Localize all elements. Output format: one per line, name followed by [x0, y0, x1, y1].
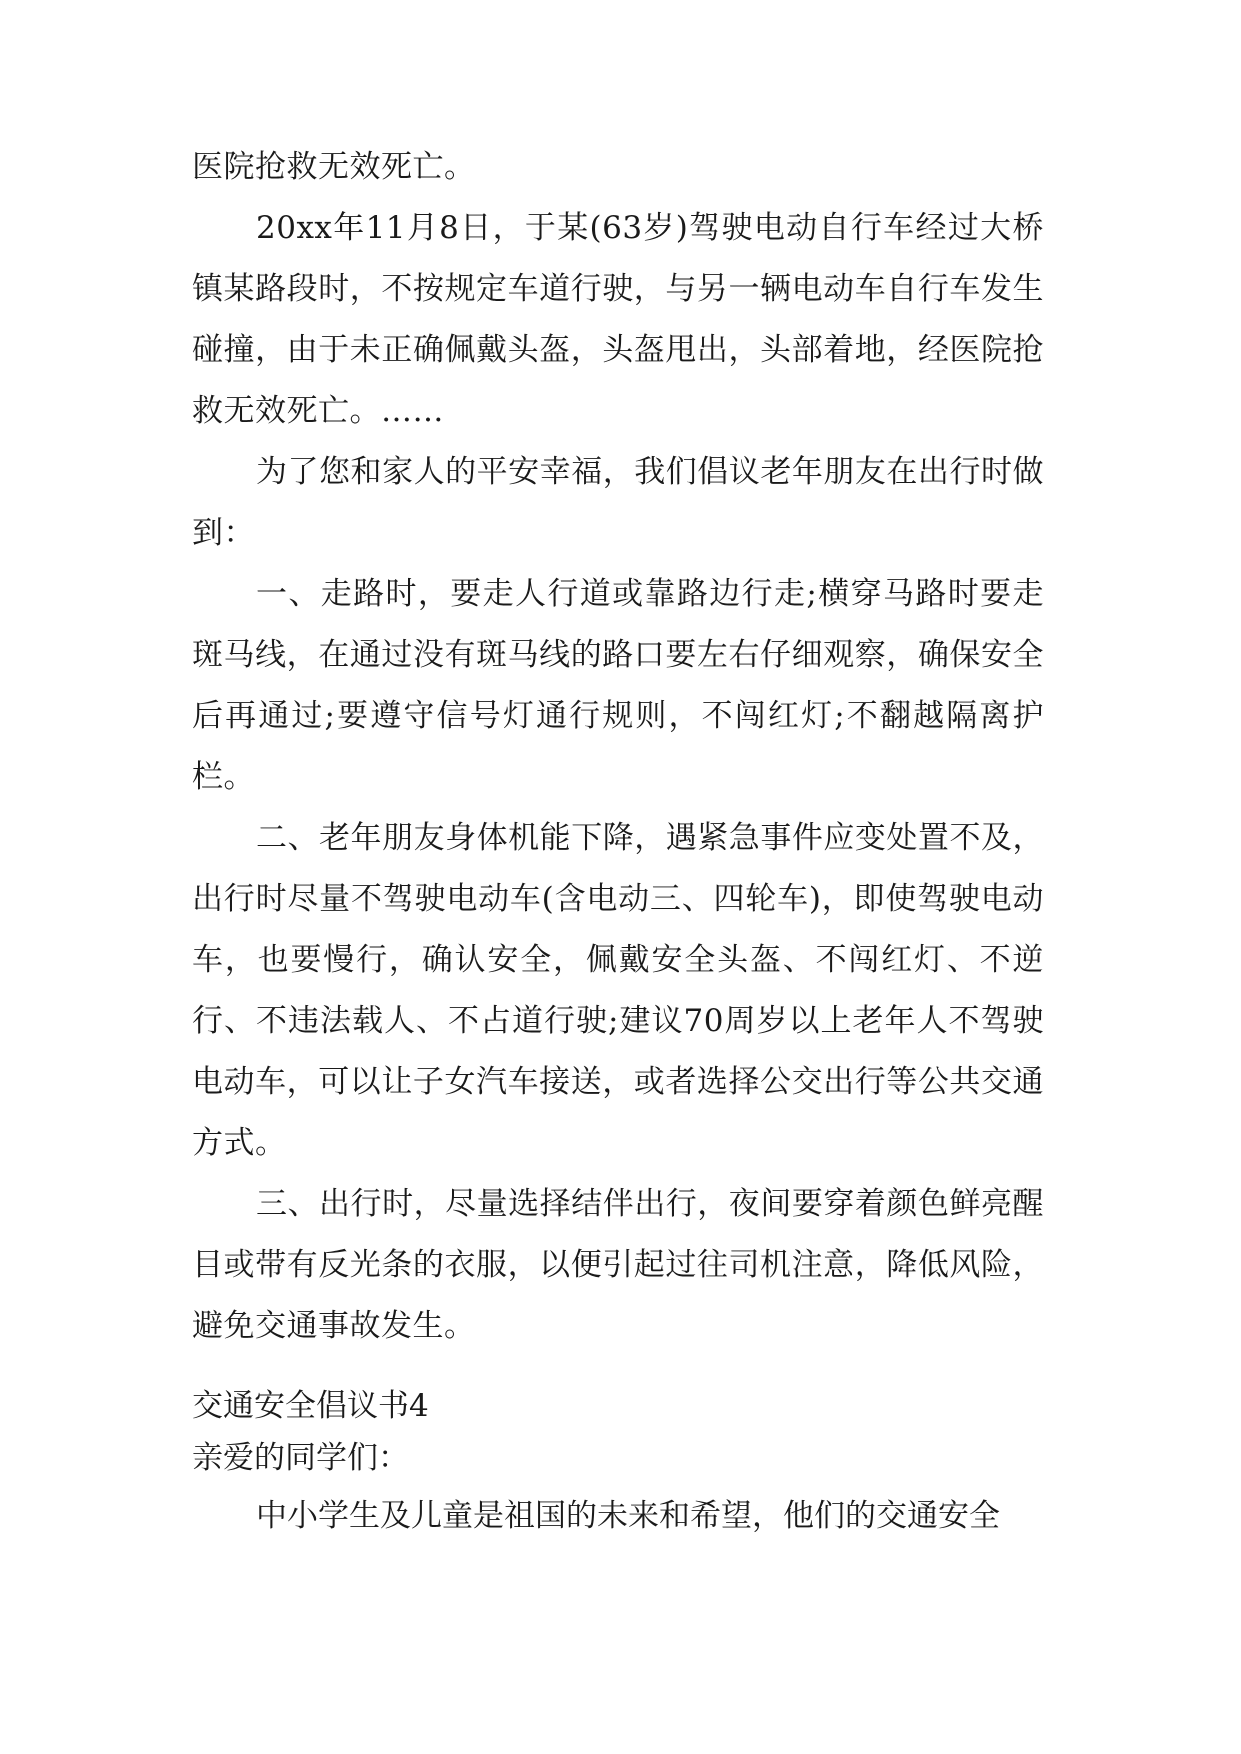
paragraph-point-three: 三、出行时，尽量选择结伴出行，夜间要穿着颜色鲜亮醒目或带有反光条的衣服，以便引起过往司机注意，降低风险，避免交通事故发生。: [192, 1186, 1044, 1344]
paragraph-point-one: 一、走路时，要走人行道或靠路边行走;横穿马路时要走斑马线，在通过没有斑马线的路口要左右仔细观察，确保安全后再通过;要遵守信号灯通行规则，不闯红灯;不翻越隔离护栏。: [192, 576, 1044, 795]
paragraph-hospital-ending: 医院抢救无效死亡。: [192, 149, 476, 185]
paragraph-point-two: 二、老年朋友身体机能下降，遇紧急事件应变处置不及，出行时尽量不驾驶电动车(含电动三、四轮车)，即使驾驶电动车，也要慢行，确认安全，佩戴安全头盔、不闯红灯、不逆行、不违法载人、不占道行驶;建议70周岁以上老年人不驾驶电动车，可以让子女汽车接送，或者选择公交出行等公共交通方式。: [192, 820, 1044, 1161]
paragraph-proposal-intro: 为了您和家人的平安幸福，我们倡议老年朋友在出行时做到：: [192, 454, 1044, 551]
section-heading: 交通安全倡议书4: [192, 1388, 429, 1424]
paragraph-students-intro: 中小学生及儿童是祖国的未来和希望，他们的交通安全: [256, 1498, 1000, 1534]
paragraph-accident-case: 20xx年11月8日，于某(63岁)驾驶电动自行车经过大桥镇某路段时，不按规定车道行驶，与另一辆电动车自行车发生碰撞，由于未正确佩戴头盔，头盔甩出，头部着地，经医院抢救无效死亡。……: [192, 210, 1044, 429]
greeting-line: 亲爱的同学们：: [192, 1440, 409, 1476]
document-body: [192, 137, 1044, 1357]
